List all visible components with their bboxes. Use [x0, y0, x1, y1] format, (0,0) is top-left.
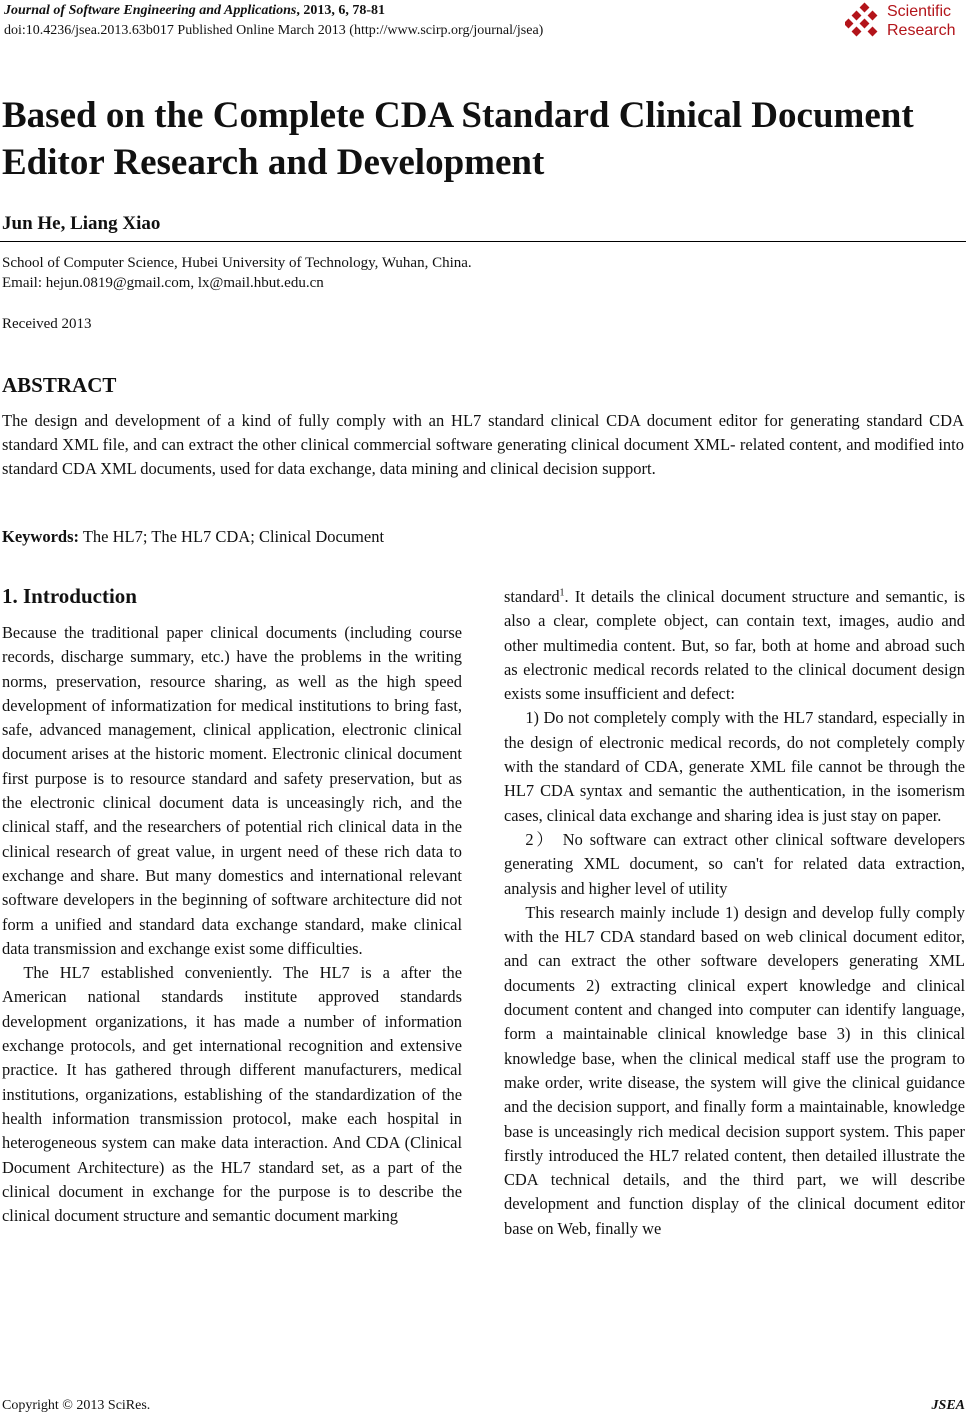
paragraph: 1) Do not completely comply with the HL7 standard, especially in the design of electronic medical records, do not completely comply with the standard of CDA, generate XML file cannot be through the HL7 CDA syntax and semantic the authentication, in the isomerism cases, clinical data exchange and sharing idea is just stay on paper. [504, 708, 965, 825]
scirp-logo-icon [845, 2, 885, 42]
journal-citation [4, 3, 385, 19]
paper-title: Based on the Complete CDA Standard Clinical Document Editor Research and Development [2, 95, 914, 183]
paragraph: This research mainly include 1) design and develop fully comply with the HL7 CDA standard based on web clinical document editor, and can extract the other software developers generating XML documents 2) extracting clinical expert knowledge and clinical document content and changed into computer can identify language, form a maintainable clinical knowledge base 3) in this clinical knowledge base, when the clinical medical staff use the program to make order, write disease, the system will give the clinical guidance and the decision support, and finally form a maintainable, knowledge base is unceasingly rich medical decision support system. This paper firstly introduced the HL7 related content, then detailed illustrate the CDA technical details, and the third part, we will describe development and function display of the clinical document editor base on Web, finally we [504, 902, 965, 1238]
doi-line: doi:10.4236/jsea.2013.63b017 Published Online March 2013 (http://www.scirp.org/journal/jsea) [4, 23, 544, 38]
logo-wordmark: Scientific Research [887, 3, 956, 39]
keywords-label: Keywords: [2, 527, 79, 546]
copyright: Copyright © 2013 SciRes. [2, 1398, 151, 1413]
abstract-text: The design and development of a kind of fully comply with an HL7 standard clinical CDA document editor for generating standard CDA standard XML file, and can extract the other clinical commercial software generating clinical document XML- related content, and modified into standard CDA XML documents, used for data exchange, data mining and clinical decision support. [2, 411, 964, 478]
keywords [2, 527, 384, 547]
journal-abbreviation: JSEA [931, 1398, 965, 1413]
author-email: Email: hejun.0819@gmail.com, lx@mail.hbut.edu.cn [2, 275, 324, 291]
right-column [504, 585, 965, 1241]
publisher-logo [845, 2, 965, 42]
authors: Jun He, Liang Xiao [2, 213, 161, 234]
affiliation: School of Computer Science, Hubei University of Technology, Wuhan, China. [2, 255, 472, 271]
journal-name: Journal of Software Engineering and Applications [4, 3, 297, 18]
abstract-heading: ABSTRACT [2, 373, 117, 397]
paragraph: The HL7 established conveniently. The HL7 is a after the American national standards institute approved standards development organizations, it has made a number of information exchange protocols, and get international recognition and extensive practice. It has gathered through different manufacturers, medical institutions, organizations, establishing of the standardization of the health information transmission protocol, make each hospital in heterogeneous system can make data interaction. And CDA (Clinical Document Architecture) as the HL7 standard set, as a part of the clinical document in exchange for the purpose is to describe the clinical document structure and semantic document marking [2, 963, 462, 1226]
paragraph: Because the traditional paper clinical documents (including course records, discharge summary, etc.) have the problems in the writing norms, preservation, resource sharing, as well as the high speed development of informatization for medical institutions to bring fast, safe, advanced management, clinical application, electronic clinical document arises at the historic moment. Electronic clinical document first purpose is to resource standard and safety preservation, but as the electronic clinical document data is unceasingly rich, and the clinical staff, and the researchers of potential rich clinical data in the clinical research of great value, in urgent need of these rich data to exchange and share. But many domestics and international relevant software developers in the beginning of software architecture did not form a unified and standard data exchange standard, make clinical data transmission and exchange exist some difficulties. [2, 623, 462, 958]
received-date: Received 2013 [2, 316, 92, 332]
section-heading: 1. Introduction [2, 584, 137, 608]
paragraph: 2） No software can extract other clinical software developers generating XML document, so can't for related data extraction, analysis and higher level of utility [504, 829, 965, 898]
divider [0, 241, 966, 242]
keywords-text: The HL7; The HL7 CDA; Clinical Document [79, 527, 385, 546]
journal-issue: , 2013, 6, 78-81 [296, 3, 386, 18]
paragraph: standard$^1$. It details the clinical document structure and semantic, is also a clear, complete object, can contain text, images, audio and other multimedia content. But, so far, both at home and abroad such as electronic medical records related to the clinical document design exists some insufficient and defect: [504, 587, 965, 704]
left-column [2, 621, 462, 1228]
footnote-ref: 1 [559, 587, 565, 599]
